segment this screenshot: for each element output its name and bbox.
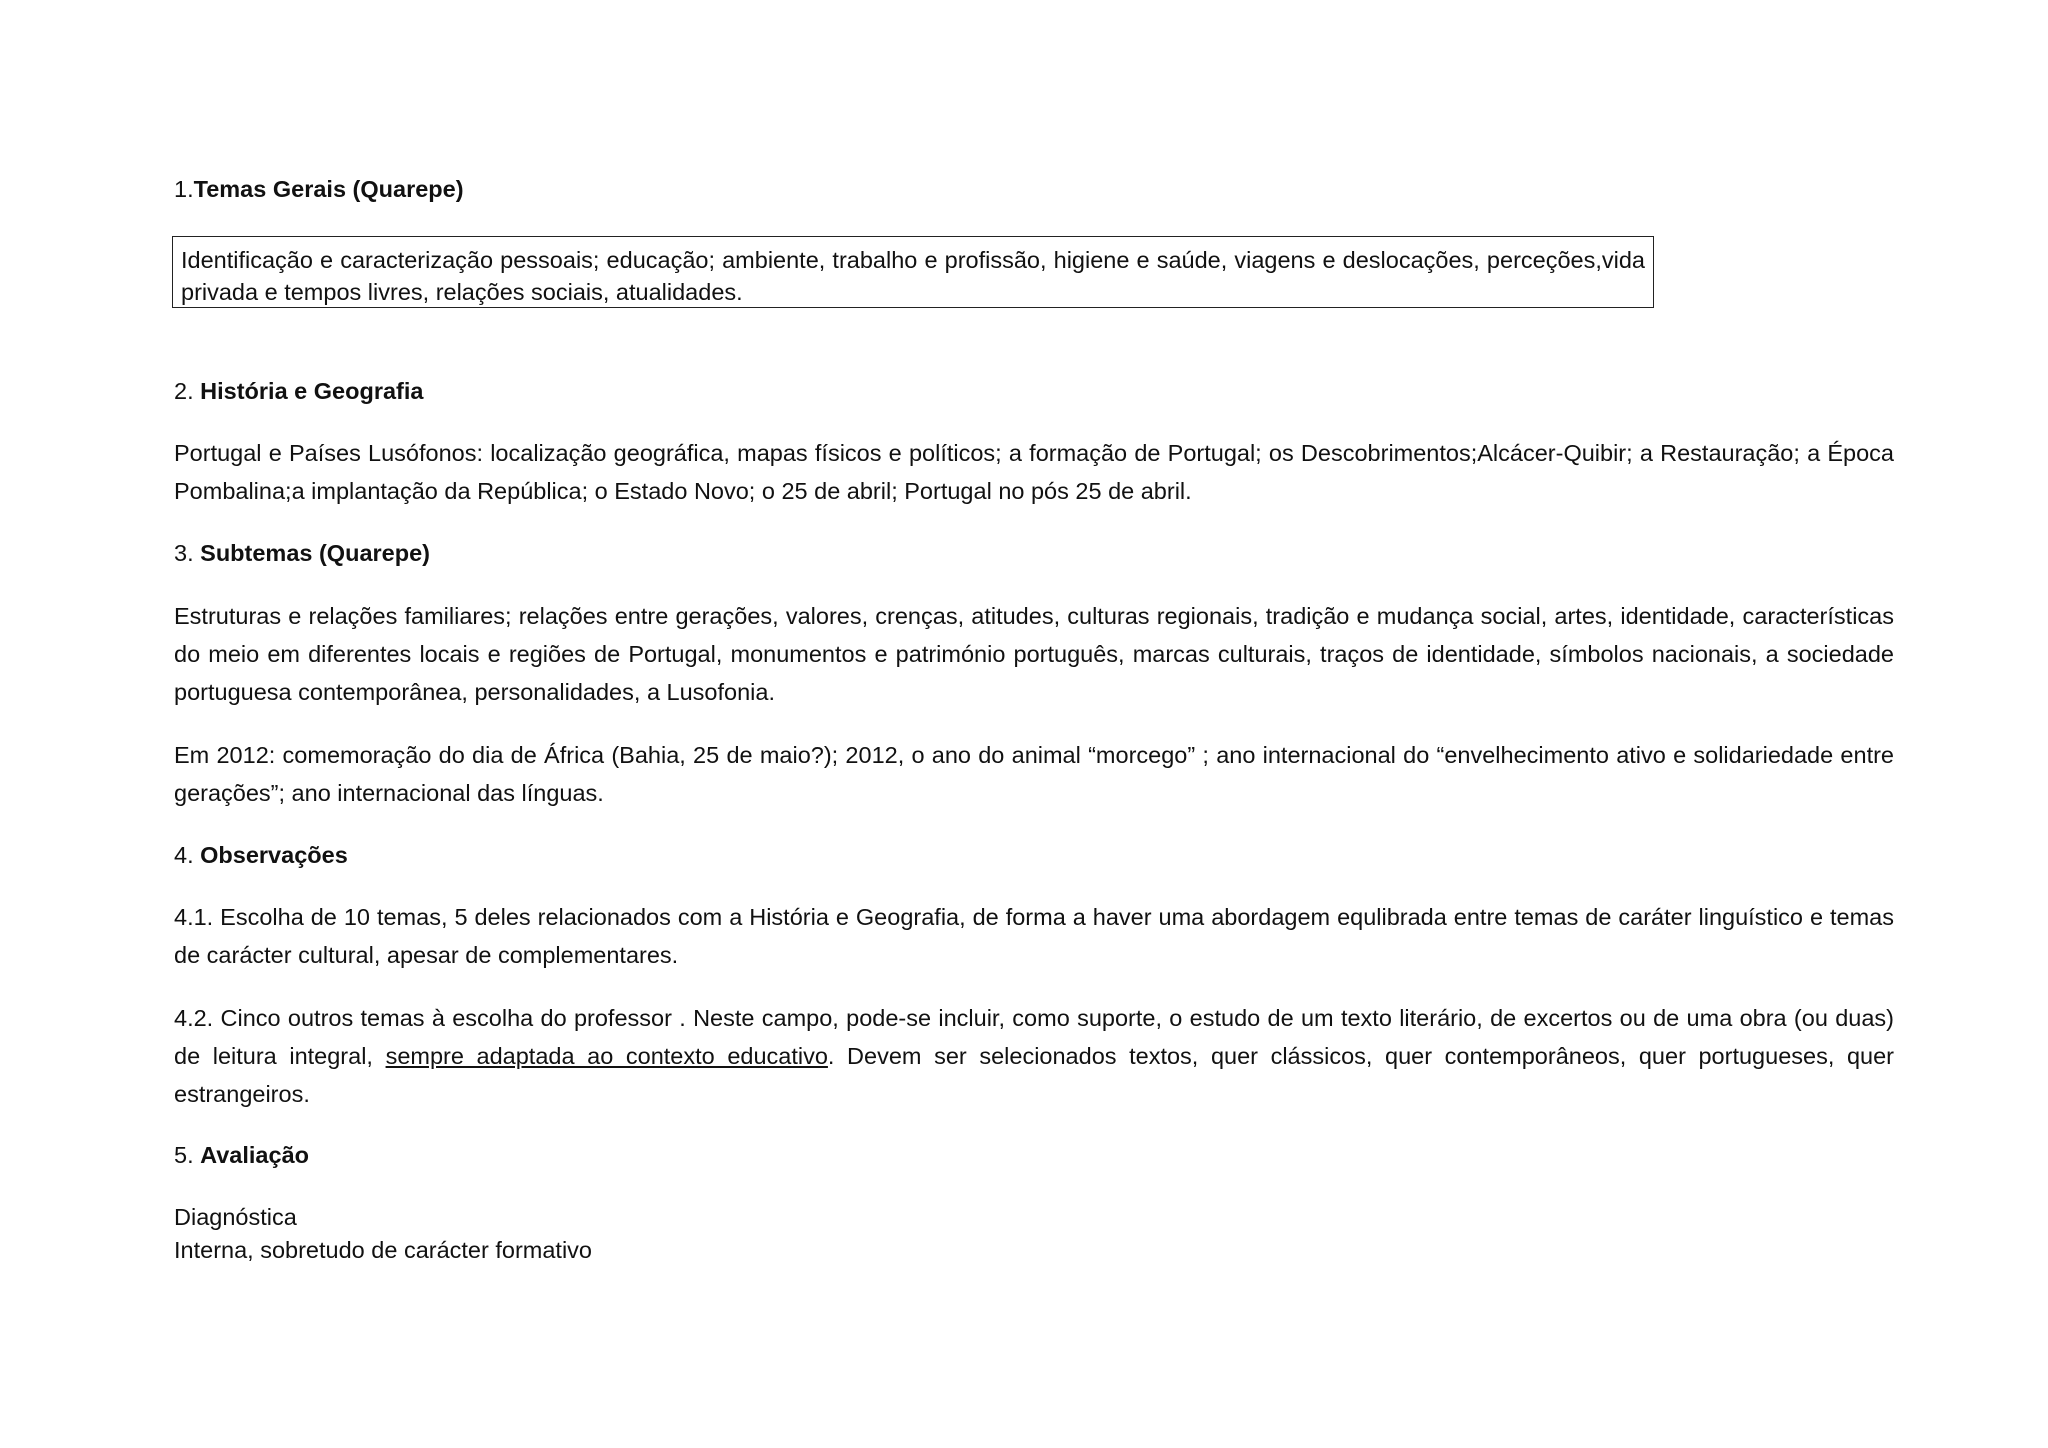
heading-number: 3. — [174, 540, 201, 566]
heading-observacoes — [174, 842, 348, 869]
heading-avaliacao — [174, 1142, 309, 1169]
heading-title: Temas Gerais (Quarepe) — [193, 176, 464, 202]
heading-subtemas — [174, 540, 430, 567]
subtemas-2012-text: Em 2012: comemoração do dia de África (Bahia, 25 de maio?); 2012, o ano do animal “morcego” ; ano internacional do “envelhecimento ativo e solidariedade entre gerações”; ano internacional das línguas. — [174, 742, 1894, 806]
heading-title: Subtemas (Quarepe) — [200, 540, 430, 566]
heading-number: 2. — [174, 378, 201, 404]
heading-historia-geografia — [174, 378, 423, 405]
heading-number: 1. — [174, 176, 194, 202]
heading-temas-gerais — [174, 176, 464, 203]
observacoes-4-2-text — [174, 999, 1894, 1113]
subtemas-text: Estruturas e relações familiares; relações entre gerações, valores, crenças, atitudes, culturas regionais, tradição e mudança social, artes, identidade, características do meio em diferentes locais e regiões de Portugal, monumentos e património português, marcas culturais, traços de identidade, símbolos nacionais, a sociedade portuguesa contemporânea, personalidades, a Lusofonia. — [174, 603, 1894, 705]
avaliacao-line-1: Diagnóstica — [174, 1204, 297, 1230]
heading-number: 4. — [174, 842, 201, 868]
historia-geografia-text: Portugal e Países Lusófonos: localização geográfica, mapas físicos e políticos; a formação de Portugal; os Descobrimentos;Alcácer-Quibir; a Restauração; a Época Pombalina;a implantação da República; o Estado Novo; o 25 de abril; Portugal no pós 25 de abril. — [174, 440, 1894, 504]
temas-gerais-box: Identificação e caracterização pessoais; educação; ambiente, trabalho e profissão, higiene e saúde, viagens e deslocações, perceções,vida privada e tempos livres, relações sociais, atualidades. — [172, 236, 1654, 308]
heading-title: História e Geografia — [200, 378, 424, 404]
heading-title: Avaliação — [200, 1142, 310, 1168]
text-part: . Devem ser selecionados textos, quer clássicos, quer contemporâneos, quer portugueses, quer estrangeiros. — [174, 1043, 1894, 1107]
heading-number: 5. — [174, 1142, 201, 1168]
avaliacao-line-2: Interna, sobretudo de carácter formativo — [174, 1237, 592, 1263]
text-part: 4.2. Cinco outros temas à escolha do professor . Neste campo, pode-se incluir, como suporte, o estudo de um texto literário, de excertos ou de uma obra (ou duas) de leitura integral, — [174, 1005, 1894, 1069]
observacoes-4-1-text: 4.1. Escolha de 10 temas, 5 deles relacionados com a História e Geografia, de forma a haver uma abordagem equlibrada entre temas de caráter linguístico e temas de carácter cultural, apesar de complementares. — [174, 904, 1894, 968]
heading-title: Observações — [200, 842, 348, 868]
underlined-text: sempre adaptada ao contexto educativo — [385, 1043, 828, 1069]
